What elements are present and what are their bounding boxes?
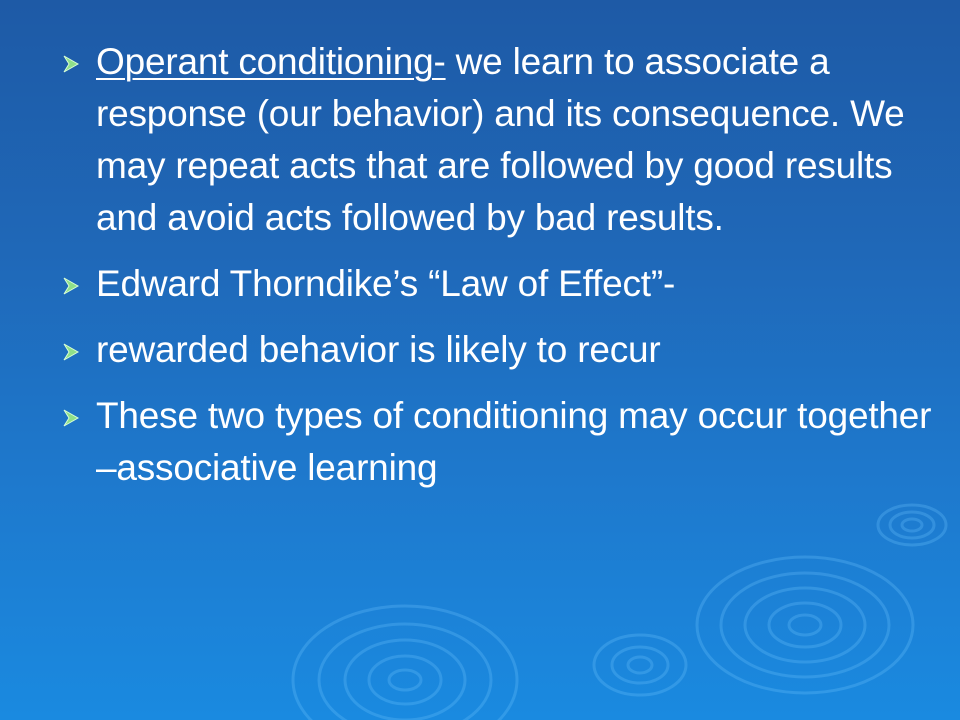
bullet-text: These two types of conditioning may occur together –associative learning: [96, 395, 932, 488]
bullet-law-of-effect: [60, 258, 940, 310]
arrowhead-bullet-icon: [60, 53, 82, 75]
arrowhead-bullet-icon: [60, 407, 82, 429]
arrowhead-bullet-icon: [60, 341, 82, 363]
bullet-associative-learning: [60, 390, 940, 494]
bullet-rewarded-behavior: [60, 324, 940, 376]
arrowhead-bullet-icon: [60, 275, 82, 297]
bullet-term: Operant conditioning-: [96, 41, 446, 82]
bullet-text: we learn to associate a response (our behavior) and its consequence. We may repeat acts that are followed by good results and avoid acts followed by bad results.: [96, 41, 905, 238]
bullet-list: [60, 36, 940, 508]
bullet-text: Edward Thorndike’s “Law of Effect”-: [96, 263, 676, 304]
bullet-text: rewarded behavior is likely to recur: [96, 329, 661, 370]
bullet-operant-conditioning: [60, 36, 940, 244]
